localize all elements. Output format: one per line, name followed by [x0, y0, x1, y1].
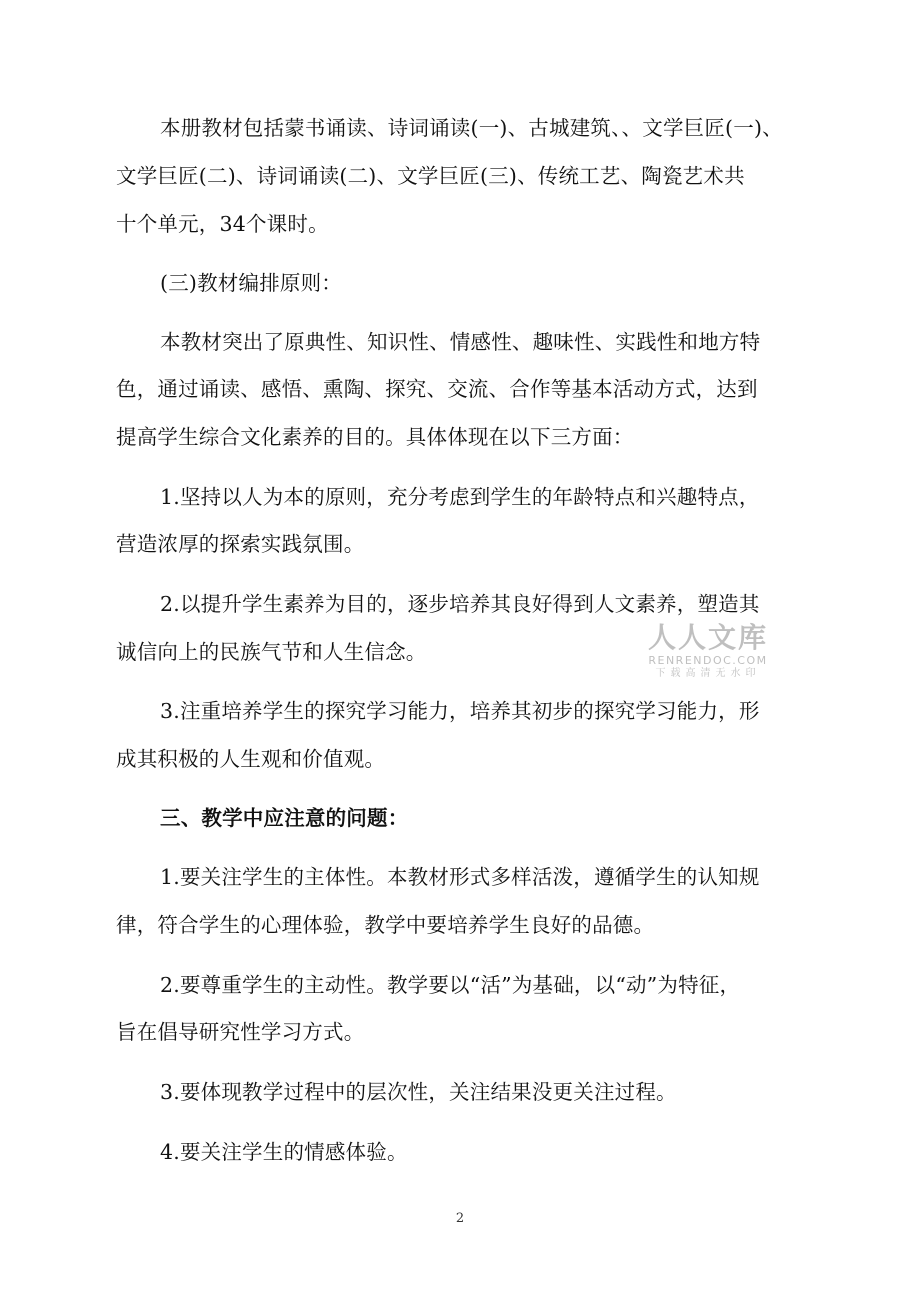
paragraph-line: 提高学生综合文化素养的目的。具体体现在以下三方面： [116, 425, 634, 449]
paragraph-line: 十个单元，34个课时。 [116, 212, 329, 236]
watermark-logo [638, 622, 778, 686]
list-item-line: 3.要体现教学过程中的层次性，关注结果没更关注过程。 [160, 1080, 677, 1104]
section-heading: 三、教学中应注意的问题： [160, 806, 409, 830]
list-item-line: 诚信向上的民族气节和人生信念。 [116, 640, 427, 664]
list-item-line: 1.坚持以人为本的原则，充分考虑到学生的年龄特点和兴趣特点， [160, 485, 760, 509]
paragraph-line: 文学巨匠(二)、诗词诵读(二)、文学巨匠(三)、传统工艺、陶瓷艺术共 [116, 164, 745, 188]
list-item-line: 营造浓厚的探索实践氛围。 [116, 532, 365, 556]
watermark-domain: RENRENDOC.COM [648, 654, 768, 667]
list-item-line: 2.以提升学生素养为目的，逐步培养其良好得到人文素养，塑造其 [160, 592, 760, 616]
list-item-line: 旨在倡导研究性学习方式。 [116, 1020, 365, 1044]
page-number: 2 [455, 1211, 465, 1226]
list-item-line: 2.要尊重学生的主动性。教学要以“活”为基础，以“动”为特征， [160, 973, 741, 997]
list-item-line: 3.注重培养学生的探究学习能力，培养其初步的探究学习能力，形 [160, 699, 760, 723]
list-item-line: 成其积极的人生观和价值观。 [116, 747, 386, 771]
section-heading: (三)教材编排原则： [160, 271, 342, 295]
list-item-line: 律，符合学生的心理体验，教学中要培养学生良好的品德。 [116, 913, 655, 937]
paragraph-line: 色，通过诵读、感悟、熏陶、探究、交流、合作等基本活动方式，达到 [116, 377, 758, 401]
paragraph-line: 本教材突出了原典性、知识性、情感性、趣味性、实践性和地方特 [160, 330, 761, 354]
paragraph-line: 本册教材包括蒙书诵读、诗词诵读(一)、古城建筑、、文学巨匠(一)、 [160, 116, 783, 140]
list-item-line: 4.要关注学生的情感体验。 [160, 1140, 408, 1164]
list-item-line: 1.要关注学生的主体性。本教材形式多样活泼，遵循学生的认知规 [160, 865, 760, 889]
watermark-subtitle: 下载高清无水印 [655, 668, 761, 679]
watermark-title: 人人文库 [647, 621, 768, 654]
